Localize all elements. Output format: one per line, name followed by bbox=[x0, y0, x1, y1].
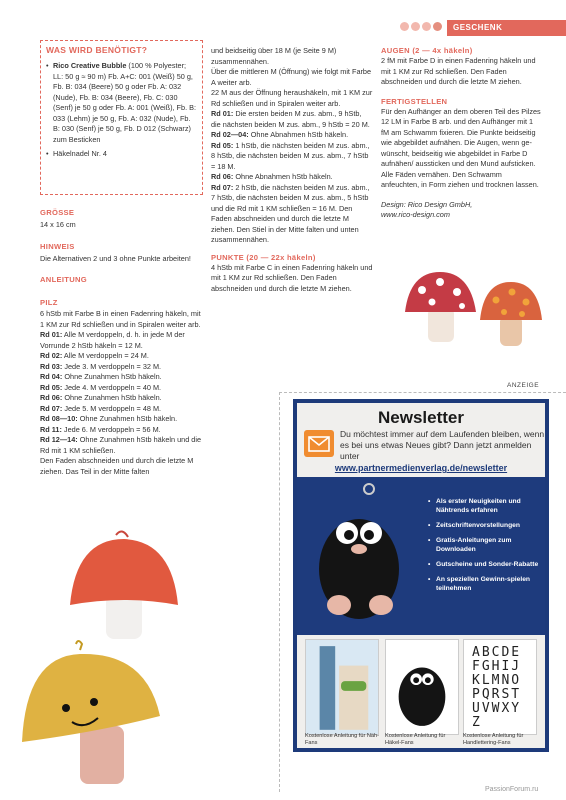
size-text: 14 x 16 cm bbox=[40, 220, 76, 229]
instruction-row bbox=[40, 414, 202, 425]
pilz-outro: Den Faden abschneiden und durch die letzte M ziehen. Das Teil in der Mitte falten bbox=[40, 456, 194, 476]
lettering-tile[interactable] bbox=[463, 639, 537, 735]
instruction-row bbox=[40, 435, 202, 456]
column-3 bbox=[381, 46, 541, 221]
augen-text: 2 fM mit Farbe D in einen Fadenring häkeln und mit 1 KM zur Rd schließen. Den Faden abschneiden und durch die letzte M ziehen. bbox=[381, 56, 536, 86]
row-text: Jede 4. M verdoppeln = 40 M. bbox=[62, 382, 162, 392]
benefit-list bbox=[427, 497, 548, 599]
row-text: Jede 6. M verdoppeln = 56 M. bbox=[61, 424, 161, 434]
instruction-row bbox=[40, 330, 202, 351]
section-tab: GESCHENK bbox=[447, 20, 566, 36]
instruction-row bbox=[40, 383, 202, 394]
instruction-row bbox=[211, 130, 373, 141]
hint-title: HINWEIS bbox=[40, 241, 75, 251]
row-text: Ohne Abnahmen hStb häkeln. bbox=[248, 130, 349, 139]
col2-cont3: 22 M aus der Öffnung heraushäkeln, mit 1 KM zur Rd schließen und in Spiralen weiter arb. bbox=[211, 88, 373, 108]
punkte-text: 4 hStb mit Farbe C in einen Fadenring häkeln und mit 1 KM zur Rd schließen. Den Faden abschneiden und durch die letzte M ziehen. bbox=[211, 262, 373, 293]
ad-divider-left bbox=[279, 392, 281, 792]
row-label: Rd 08—10: bbox=[40, 414, 78, 423]
mole-figure-photo bbox=[297, 477, 427, 635]
yellow-mushroom-photo bbox=[18, 638, 198, 788]
augen-title: AUGEN (2 — 4x häkeln) bbox=[381, 46, 473, 55]
row-text: Ohne Zunahmen hStb häkeln. bbox=[62, 393, 162, 402]
row-text: Die ersten beiden M zus. abm., 9 hStb, die nächsten beiden M zus. abm., 9 hStb = 20 M. bbox=[211, 109, 370, 129]
mushroom-pair-photo bbox=[400, 268, 545, 348]
row-text: Alle M verdoppeln = 24 M. bbox=[62, 351, 149, 360]
instruction-row bbox=[211, 172, 373, 183]
crochet-tile[interactable] bbox=[385, 639, 459, 735]
benefit-item: • Gutscheine und Sonder-Rabatte bbox=[436, 560, 548, 569]
row-label: Rd 07: bbox=[211, 182, 234, 192]
newsletter-ad[interactable] bbox=[293, 399, 549, 752]
ad-subtitle: Du möchtest immer auf dem Laufenden bleiben, wenn es bei uns etwas Neues gibt? Dann jetzt anmelden unter bbox=[340, 429, 545, 461]
page-dots bbox=[400, 22, 442, 31]
ad-title: Newsletter bbox=[378, 408, 464, 427]
row-label: Rd 06: bbox=[40, 393, 63, 402]
instruction-row bbox=[40, 425, 202, 436]
benefit-item: • Als erster Neuigkeiten und Nähtrends erfahren bbox=[436, 497, 548, 515]
row-label: Rd 01: bbox=[40, 330, 63, 339]
size-title: GRÖSSE bbox=[40, 208, 75, 217]
materials-yarn bbox=[53, 61, 197, 145]
benefit-item: • Zeitschriftenvorstellungen bbox=[436, 521, 548, 530]
benefit-item: • Gratis-Anleitungen zum Downloaden bbox=[436, 536, 548, 554]
row-text: Jede 5. M verdoppeln = 48 M. bbox=[62, 403, 162, 413]
lettering-alphabet: ABCDEFGHIJKLMNOPQRSTUVWXYZ bbox=[472, 645, 522, 730]
pilz-title: PILZ bbox=[40, 298, 58, 307]
row-label: Rd 04: bbox=[40, 372, 63, 381]
sewing-tile[interactable] bbox=[305, 639, 379, 735]
row-label: Rd 02—04: bbox=[211, 130, 249, 139]
sewing-photo bbox=[306, 640, 378, 734]
row-label: Rd 12—14: bbox=[40, 435, 78, 444]
punkte-title: PUNKTE (20 — 22x häkeln) bbox=[211, 252, 316, 262]
caption-crochet: Kostenlose Anleitung für Häkel-Fans bbox=[385, 733, 446, 746]
hint-text: Die Alternativen 2 und 3 ohne Punkte arbeiten! bbox=[40, 253, 191, 263]
row-label: Rd 01: bbox=[211, 109, 234, 118]
row-text: Ohne Abnahmen hStb häkeln. bbox=[233, 172, 333, 181]
fertig-title: FERTIGSTELLEN bbox=[381, 96, 448, 106]
row-label: Rd 07: bbox=[40, 403, 63, 413]
red-mushroom-photo bbox=[48, 525, 188, 645]
row-label: Rd 05: bbox=[40, 382, 63, 392]
yarn-name: Rico Creative Bubble bbox=[53, 61, 127, 70]
ad-label: ANZEIGE bbox=[507, 382, 540, 389]
benefit-item: • An speziellen Gewinn-spielen teilnehmen bbox=[436, 575, 548, 593]
caption-sewing: Kostenlose Anleitung für Näh-Fans bbox=[305, 733, 380, 746]
row-label: Rd 06: bbox=[211, 172, 234, 181]
materials-title: WAS WIRD BENÖTIGT? bbox=[46, 45, 148, 55]
ad-divider-top bbox=[279, 392, 566, 394]
instructions-title: ANLEITUNG bbox=[40, 275, 87, 284]
design-credit: Design: Rico Design GmbH, bbox=[381, 199, 473, 209]
row-text: 2 hStb, die nächsten beiden M zus. abm., 7 hStb, die nächsten beiden M zus. abm., 5 hStb und die Rd mit 1 KM schließen = 16 M. Den Faden abschneiden und durch die letzte M bbox=[211, 182, 370, 223]
column-1 bbox=[40, 208, 202, 477]
instruction-row bbox=[211, 141, 373, 173]
instruction-row bbox=[40, 362, 202, 373]
design-web: www.rico-design.com bbox=[381, 210, 450, 219]
materials-box bbox=[40, 40, 203, 195]
row-label: Rd 11: bbox=[40, 424, 62, 434]
stem-rows bbox=[211, 109, 373, 225]
instruction-row bbox=[40, 404, 202, 415]
instruction-row bbox=[211, 183, 373, 225]
pilz-intro: 6 hStb mit Farbe B in einen Fadenring häkeln, mit 1 KM zur Rd schließen und in Spiralen weiter arb. bbox=[40, 309, 201, 329]
mail-icon bbox=[304, 430, 334, 457]
instruction-row bbox=[40, 393, 202, 404]
row-text: Ohne Zunahmen hStb häkeln. bbox=[77, 414, 178, 423]
row-label: Rd 05: bbox=[211, 140, 234, 150]
row-text: 1 hStb, die nächsten beiden M zus. abm., 8 hStb, die nächsten beiden M zus. abm., 7 hStb = 18 M. bbox=[211, 140, 370, 171]
row-text: Ohne Zunahmen hStb häkeln. bbox=[62, 372, 162, 381]
col2-cont2: Über die mittleren M (Öffnung) wie folgt mit Farbe A weiter arb. bbox=[211, 67, 372, 87]
col2-cont4: ziehen. Den Stiel in der Mitte falten und unten zusammennähen. bbox=[211, 224, 359, 244]
row-label: Rd 03: bbox=[40, 361, 63, 371]
row-label: Rd 02: bbox=[40, 351, 63, 360]
col2-cont1: und beidseitig über 18 M (je Seite 9 M) zusammennähen. bbox=[211, 46, 337, 66]
row-text: Ohne Zunahmen hStb häkeln und die Rd mit 1 KM schließen. bbox=[40, 435, 202, 455]
instruction-row bbox=[40, 372, 202, 383]
row-text: Jede 3. M verdoppeln = 32 M. bbox=[62, 361, 162, 371]
newsletter-link[interactable]: www.partnermedienverlag.de/newsletter bbox=[334, 463, 508, 473]
pilz-rows bbox=[40, 330, 202, 456]
yarn-details: (100 % Polyester; LL: 50 g ≈ 90 m) Fb. A+C: 001 (Weiß) 50 g, Fb. B: 034 (Beere) 50 g oder Fb. A: 032 (Nude), Fb. B: 034 (Beere), Fb. C: 030 (Senf) je 50 g oder Fb. A: 001 (Weiß), Fb. B: 033 (Lehm) je 50 g, Fb. A: 032 (Nude), Fb. B: 030 (Senf) je 50 g, Fb. D 012 (Schwarz) zum Besticken bbox=[53, 61, 197, 144]
row-text: Alle M verdoppeln, d. h. in jede M der Vorrunde 2 hStb häkeln = 12 M. bbox=[40, 330, 185, 350]
fertig-text: Für den Aufhänger an dem oberen Teil des Pilzes 12 LM in Farbe B arb. und den Aufhänger mit 1 fM am Schwamm fixieren. Die Punkte beidseitig wie abgebildet aufnähen. Die Augen, wenn ge-wünscht, beidseitig wie abgebildet in Farbe D aufnähen/ aussticken und den Mund aufsticken. Alle Fäden vernähen. Den Schwamm anfeuchten, in Form ziehen und trocknen lassen. bbox=[381, 106, 541, 189]
caption-lettering: Kostenlose Anleitung für Handlettering-Fans bbox=[463, 733, 524, 746]
instruction-row bbox=[211, 109, 373, 130]
column-2 bbox=[211, 46, 373, 294]
materials-needle: • Häkelnadel Nr. 4 bbox=[53, 149, 197, 160]
instruction-row bbox=[40, 351, 202, 362]
crochet-photo bbox=[386, 640, 458, 734]
watermark: PassionForum.ru bbox=[485, 786, 539, 793]
